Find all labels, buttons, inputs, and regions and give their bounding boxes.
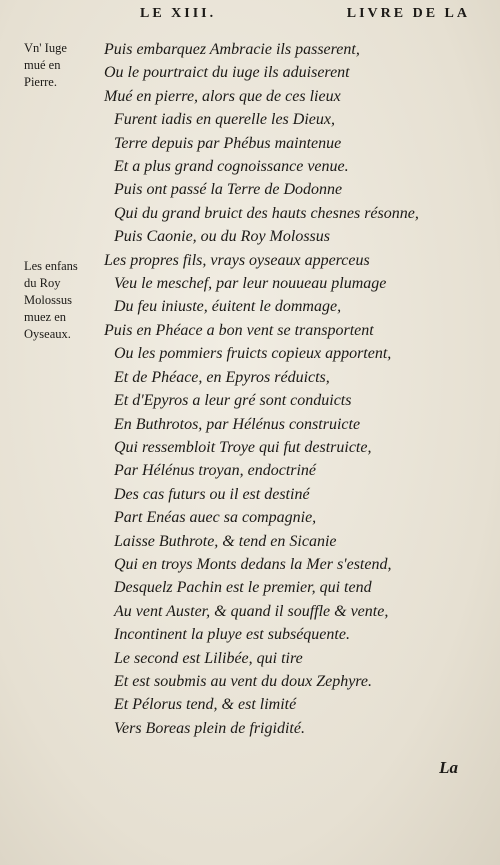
margin-note-children <box>24 258 110 343</box>
verse-line: Puis Caonie, ou du Roy Molossus <box>114 228 330 246</box>
header-book-number: LE XIII. <box>140 6 217 21</box>
verse-line: Furent iadis en querelle les Dieux, <box>114 111 335 129</box>
note-line: Oyseaux. <box>24 327 71 341</box>
note-line: Vn' Iuge <box>24 41 67 55</box>
header-title: LIVRE DE LA <box>346 6 470 21</box>
verse-line: Incontinent la pluye est subséquente. <box>114 626 350 644</box>
note-line: mué en <box>24 58 61 72</box>
verse-line: Et a plus grand cognoissance venue. <box>114 158 349 176</box>
verse-line: Laisse Buthrote, & tend en Sicanie <box>114 532 337 550</box>
verse-block <box>104 38 474 740</box>
note-line: Molossus <box>24 293 72 307</box>
verse-line: Des cas futurs ou il est destiné <box>114 485 310 503</box>
verse-line: Puis en Phéace a bon vent se transportent <box>104 321 374 339</box>
verse-line: Et est soubmis au vent du doux Zephyre. <box>114 672 373 690</box>
note-line: du Roy <box>24 276 61 290</box>
verse-line: Par Hélénus troyan, endoctriné <box>114 462 317 480</box>
verse-line: Et de Phéace, en Epyros réduicts, <box>114 368 330 386</box>
verse-line: Desquelz Pachin est le premier, qui tend <box>114 579 372 597</box>
verse-line: Qui en troys Monts dedans la Mer s'estend, <box>114 555 392 573</box>
margin-note-judge <box>24 40 110 91</box>
verse-line: Au vent Auster, & quand il souffle & vente, <box>114 602 389 620</box>
note-line: Les enfans <box>24 259 78 273</box>
verse-line: Veu le meschef, par leur nouueau plumage <box>114 275 387 293</box>
verse-line: Mué en pierre, alors que de ces lieux <box>104 87 341 105</box>
verse-line: Qui ressembloit Troye qui fut destruicte, <box>114 438 372 456</box>
verse-line: Puis ont passé la Terre de Dodonne <box>114 181 343 199</box>
verse-line: Et d'Epyros a leur gré sont conduicts <box>114 392 352 410</box>
verse-line: Terre depuis par Phébus maintenue <box>114 134 342 152</box>
verse-line: Le second est Lilibée, qui tire <box>114 649 303 667</box>
verse-line: Part Enéas auec sa compagnie, <box>114 509 317 527</box>
note-line: Pierre. <box>24 75 57 89</box>
catchword: La <box>439 758 458 777</box>
verse-line: Vers Boreas plein de frigidité. <box>114 719 305 737</box>
verse-line: Les propres fils, vrays oyseaux apperceus <box>104 251 370 269</box>
note-line: muez en <box>24 310 66 324</box>
verse-line: Et Pélorus tend, & est limité <box>114 696 297 714</box>
verse-line: Ou les pommiers fruicts copieux apportent, <box>114 345 392 363</box>
verse-line: En Buthrotos, par Hélénus construicte <box>114 415 361 433</box>
running-header <box>140 6 470 22</box>
verse-line: Du feu iniuste, éuitent le dommage, <box>114 298 342 316</box>
verse-line: Puis embarquez Ambracie ils passerent, <box>104 41 360 58</box>
verse-line: Ou le pourtraict du iuge ils aduiserent <box>104 64 350 82</box>
verse-line: Qui du grand bruict des hauts chesnes résonne, <box>114 204 419 222</box>
